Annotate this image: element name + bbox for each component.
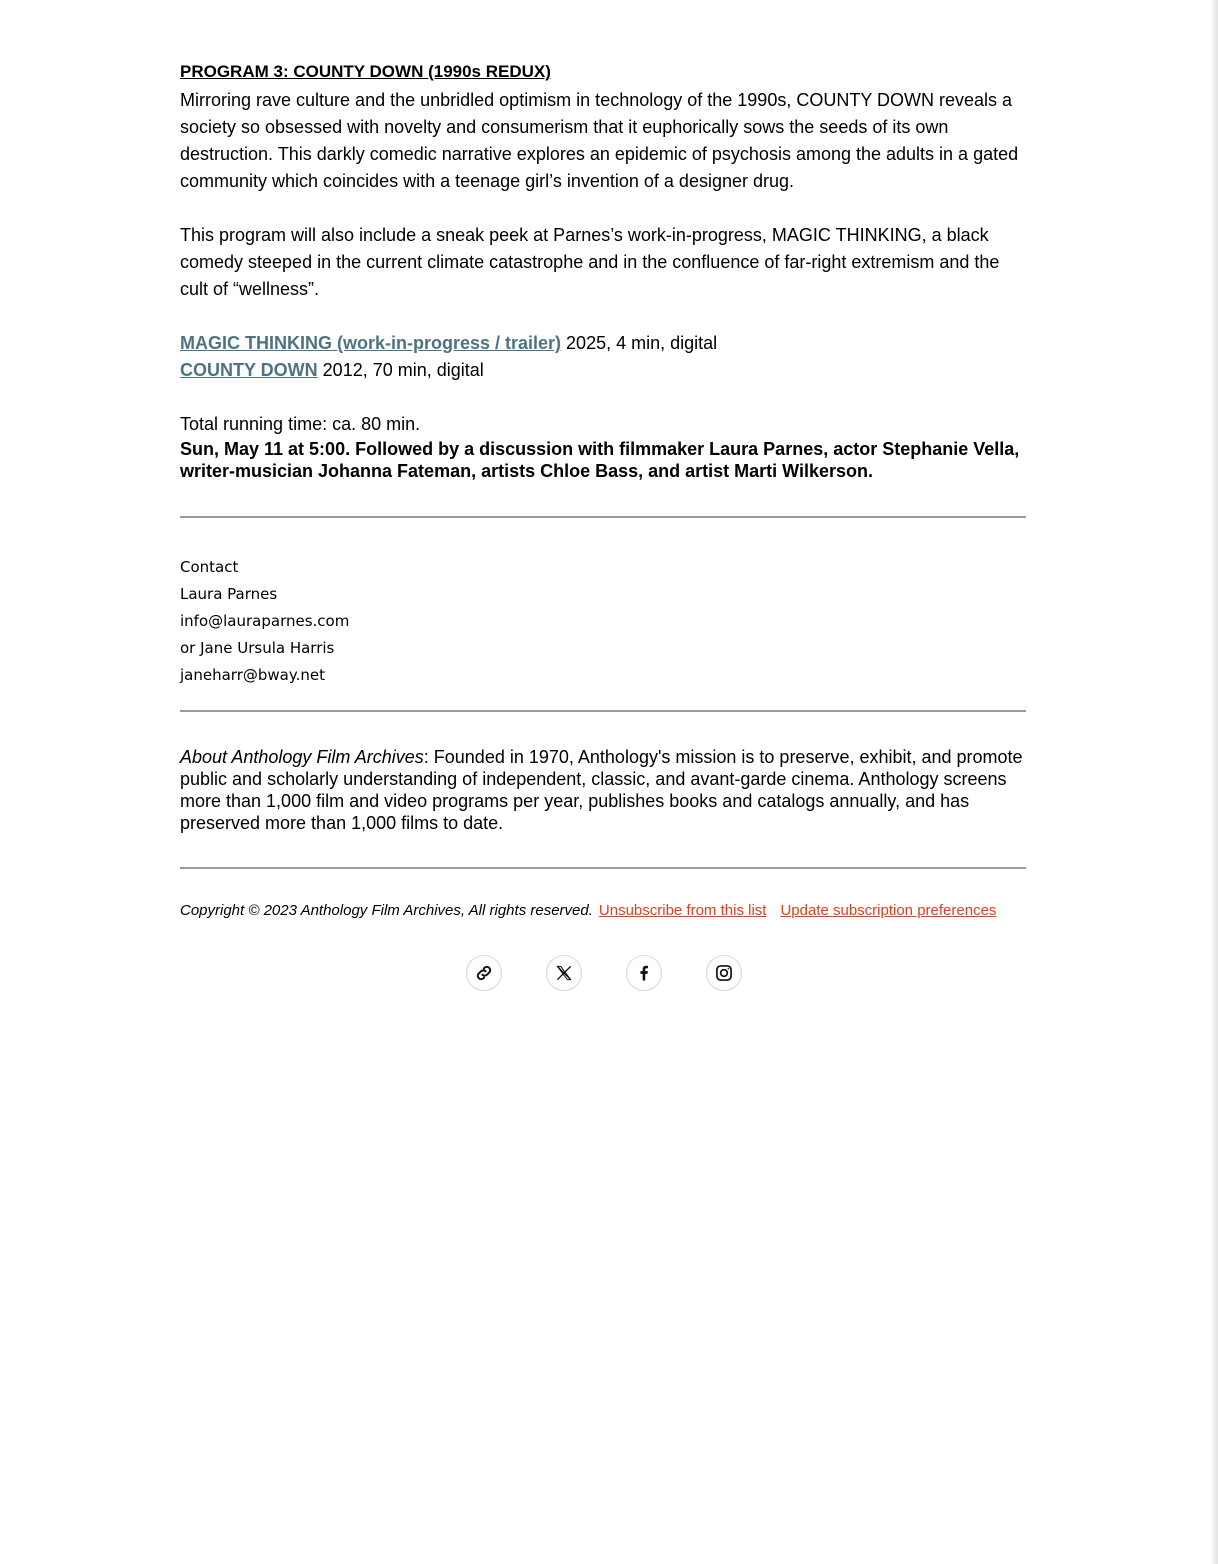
contact-block: [180, 554, 1028, 689]
facebook-icon[interactable]: [626, 955, 662, 991]
social-links: [466, 955, 742, 991]
email-body: [180, 60, 1028, 921]
unsubscribe-link[interactable]: Unsubscribe from this list: [598, 902, 767, 919]
contact-label: Contact: [180, 558, 239, 576]
contact-email[interactable]: info@lauraparnes.com: [180, 612, 350, 630]
film-link-county-down[interactable]: COUNTY DOWN: [180, 360, 318, 380]
link-icon[interactable]: [466, 955, 502, 991]
instagram-icon[interactable]: [706, 955, 742, 991]
footer: [180, 901, 1028, 921]
about-body: : Founded in 1970, Anthology's mission is to preserve, exhibit, and promote public and scholarly understanding of independent, classic, and avant-garde cinema. Anthology screens more than 1,000 film and video programs per year, publishes books and catalogs annually, and has preserved more than 1,000 films to date.: [180, 747, 1023, 833]
contact-alt: or Jane Ursula Harris: [180, 639, 335, 657]
film-link-magic-thinking[interactable]: MAGIC THINKING (work-in-progress / trailer): [180, 333, 562, 353]
program-heading: PROGRAM 3: COUNTY DOWN (1990s REDUX): [180, 62, 551, 81]
program-description: Mirroring rave culture and the unbridled optimism in technology of the 1990s, COUNTY DOWN reveals a society so obsessed with novelty and consumerism that it euphorically sows the seeds of its own destruction. This darkly comedic narrative explores an epidemic of psychosis among the adults in a gated community which coincides with a teenage girl’s invention of a designer drug.: [180, 90, 1019, 191]
screening-info: Sun, May 11 at 5:00. Followed by a discussion with filmmaker Laura Parnes, actor Stephanie Vella, writer-musician Johanna Fateman, artists Chloe Bass, and artist Marti Wilkerson.: [180, 439, 1020, 481]
copyright-text: Copyright © 2023 Anthology Film Archives, All rights reserved.: [180, 902, 593, 919]
film-entry: [180, 357, 1028, 384]
page-edge: [1212, 0, 1218, 1564]
preferences-link[interactable]: Update subscription preferences: [780, 902, 997, 919]
film-details: 2012, 70 min, digital: [317, 360, 484, 380]
x-icon[interactable]: [546, 955, 582, 991]
contact-alt-email[interactable]: janeharr@bway.net: [180, 666, 325, 684]
running-time: Total running time: ca. 80 min.: [180, 414, 421, 434]
film-entry: [180, 330, 1028, 357]
film-details: 2025, 4 min, digital: [561, 333, 718, 353]
about-label: About Anthology Film Archives: [180, 747, 424, 767]
about-text: [180, 746, 1028, 834]
sneak-peek-text: This program will also include a sneak peek at Parnes’s work-in-progress, MAGIC THINKING, a black comedy steeped in the current climate catastrophe and in the confluence of far-right extremism and the cult of “wellness”.: [180, 225, 1000, 299]
contact-name: Laura Parnes: [180, 585, 278, 603]
